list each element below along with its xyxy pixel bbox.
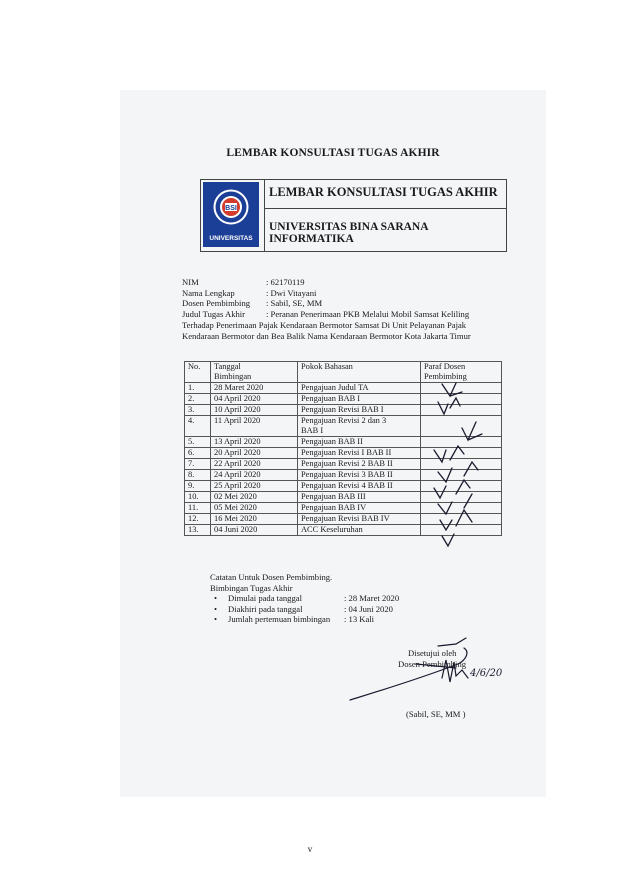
table-row	[185, 481, 502, 492]
cell-tanggal: 22 April 2020	[211, 459, 298, 470]
judul-line: Kendaraan Bermotor dan Bea Balik Nama Kendaraan Bermotor Kota Jakarta Timur	[182, 330, 471, 341]
table-row	[185, 525, 502, 536]
item-value: : 28 Maret 2020	[344, 593, 400, 604]
cell-no: 1.	[185, 383, 211, 394]
table-row	[185, 470, 502, 481]
table-row	[185, 492, 502, 503]
table-row	[185, 503, 502, 514]
table-row	[185, 394, 502, 405]
page-number: v	[307, 844, 313, 854]
table-row	[185, 405, 502, 416]
cell-no: 12.	[185, 514, 211, 525]
cell-paraf	[421, 470, 502, 481]
cell-no: 10.	[185, 492, 211, 503]
header-tanggal-line2: Bimbingan	[214, 371, 252, 381]
info-value: : Dwi Vitayani	[266, 287, 317, 298]
cell-no: 5.	[185, 437, 211, 448]
cell-tanggal: 10 April 2020	[211, 405, 298, 416]
table-row	[185, 459, 502, 470]
cell-pokok: Pengajuan Revisi I BAB II	[298, 448, 421, 459]
cell-no: 9.	[185, 481, 211, 492]
cell-tanggal: 11 April 2020	[211, 416, 298, 437]
cell-paraf	[421, 514, 502, 525]
cell-paraf	[421, 459, 502, 470]
item-label: Dimulai pada tanggal	[228, 593, 302, 604]
header-no: No.	[185, 362, 211, 383]
list-item	[210, 593, 400, 604]
header-paraf-line2: Pembimbing	[424, 371, 467, 381]
header-box	[200, 179, 507, 252]
header-divider-vertical	[264, 180, 265, 251]
info-value: : 62170119	[266, 277, 305, 287]
cell-tanggal: 04 April 2020	[211, 394, 298, 405]
page-title: LEMBAR KONSULTASI TUGAS AKHIR	[226, 147, 440, 159]
table-row	[185, 383, 502, 394]
cell-paraf	[421, 481, 502, 492]
cell-no: 6.	[185, 448, 211, 459]
item-label: Jumlah pertemuan bimbingan	[228, 614, 331, 625]
cell-tanggal: 04 Juni 2020	[211, 525, 298, 536]
info-label: NIM	[182, 277, 199, 287]
cell-paraf	[421, 416, 502, 437]
cell-tanggal: 05 Mei 2020	[211, 503, 298, 514]
item-label: Diakhiri pada tanggal	[228, 603, 303, 614]
university-logo	[203, 182, 259, 247]
table-row	[185, 416, 502, 437]
header-paraf-line1: Paraf Dosen	[424, 362, 466, 371]
cell-no: 8.	[185, 470, 211, 481]
scanned-page	[120, 90, 546, 797]
consultation-table	[184, 361, 502, 536]
approval-line1: Disetujui oleh	[408, 648, 457, 658]
cell-paraf	[421, 383, 502, 394]
header-pokok: Pokok Bahasan	[298, 362, 421, 383]
catatan-section	[210, 572, 400, 625]
bullet-icon: •	[214, 614, 218, 625]
signature-space	[398, 669, 466, 709]
header-paraf	[421, 362, 502, 383]
cell-pokok	[298, 416, 421, 437]
cell-tanggal: 20 April 2020	[211, 448, 298, 459]
cell-no: 2.	[185, 394, 211, 405]
info-value: : Peranan Penerimaan PKB Melalui Mobil Samsat Keliling	[266, 308, 470, 319]
table-header-row	[185, 362, 502, 383]
header-title: LEMBAR KONSULTASI TUGAS AKHIR	[269, 185, 498, 199]
approval-line2: Dosen Pembimbing	[398, 658, 467, 669]
bullet-icon: •	[214, 603, 218, 614]
cell-paraf	[421, 405, 502, 416]
item-value: : 13 Kali	[344, 614, 375, 625]
approver-name: (Sabil, SE, MM )	[406, 709, 466, 720]
cell-paraf	[421, 394, 502, 405]
cell-no: 7.	[185, 459, 211, 470]
cell-tanggal: 13 April 2020	[211, 437, 298, 448]
cell-paraf	[421, 525, 502, 536]
header-tanggal-line1: Tanggal	[214, 362, 241, 371]
cell-pokok: Pengajuan BAB III	[298, 492, 421, 503]
svg-text:BSI: BSI	[225, 205, 237, 212]
table-row	[185, 437, 502, 448]
cell-no: 11.	[185, 503, 211, 514]
info-label: Judul Tugas Akhir	[182, 308, 246, 319]
table-row	[185, 514, 502, 525]
info-value: : Sabil, SE, MM	[266, 298, 323, 309]
judul-continuation	[182, 320, 512, 341]
cell-pokok: Pengajuan BAB I	[298, 394, 421, 405]
cell-pokok: Pengajuan Revisi BAB IV	[298, 514, 421, 525]
cell-tanggal: 02 Mei 2020	[211, 492, 298, 503]
list-item	[210, 614, 375, 625]
logo-label: UNIVERSITAS	[209, 235, 253, 242]
catatan-line: Bimbingan Tugas Akhir	[210, 582, 293, 593]
bullet-icon: •	[214, 593, 218, 604]
item-value: : 04 Juni 2020	[344, 603, 393, 614]
cell-pokok: Pengajuan Revisi 3 BAB II	[298, 470, 421, 481]
cell-pokok: ACC Keseluruhan	[298, 525, 421, 536]
cell-no: 4.	[185, 416, 211, 437]
cell-tanggal: 25 April 2020	[211, 481, 298, 492]
header-university: UNIVERSITAS BINA SARANA INFORMATIKA	[269, 221, 428, 245]
cell-pokok: Pengajuan Revisi 4 BAB II	[298, 481, 421, 492]
cell-pokok: Pengajuan Revisi 2 BAB II	[298, 459, 421, 470]
cell-pokok: Pengajuan BAB II	[298, 437, 421, 448]
cell-paraf	[421, 503, 502, 514]
cell-paraf	[421, 437, 502, 448]
cell-no: 13.	[185, 525, 211, 536]
header-divider-horizontal	[264, 208, 506, 209]
cell-paraf	[421, 448, 502, 459]
cell-tanggal: 28 Maret 2020	[211, 383, 298, 394]
approval-block	[398, 648, 466, 720]
cell-tanggal: 16 Mei 2020	[211, 514, 298, 525]
info-label: Nama Lengkap	[182, 287, 235, 298]
header-tanggal	[211, 362, 298, 383]
cell-no: 3.	[185, 405, 211, 416]
list-item	[210, 603, 393, 615]
cell-tanggal: 24 April 2020	[211, 470, 298, 481]
info-label: Dosen Pembimbing	[182, 298, 251, 309]
judul-line: Terhadap Penerimaan Pajak Kendaraan Bermotor Samsat Di Unit Pelayanan Pajak	[182, 320, 467, 330]
table-row	[185, 448, 502, 459]
cell-pokok-line2: BAB I	[301, 425, 324, 435]
cell-pokok-line1: Pengajuan Revisi 2 dan 3	[301, 416, 387, 425]
cell-pokok: Pengajuan Revisi BAB I	[298, 405, 421, 416]
cell-paraf	[421, 492, 502, 503]
catatan-line: Catatan Untuk Dosen Pembimbing.	[210, 572, 333, 582]
cell-pokok: Pengajuan BAB IV	[298, 503, 421, 514]
signature-date: 4/6/20	[470, 668, 503, 679]
cell-pokok: Pengajuan Judul TA	[298, 383, 421, 394]
